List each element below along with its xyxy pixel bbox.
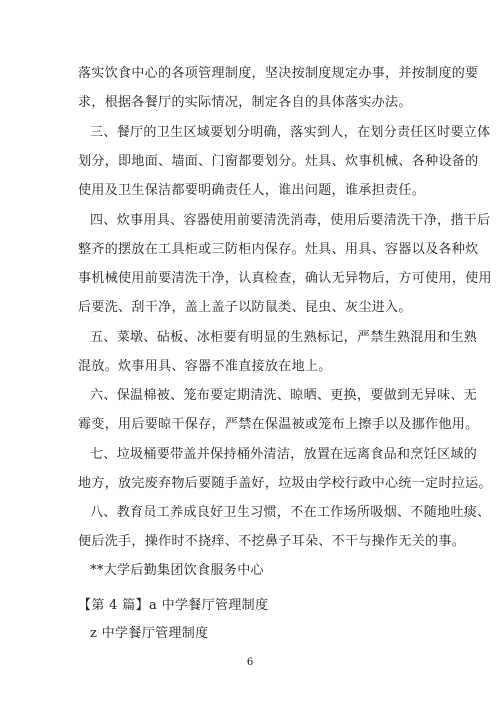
text-line: 八、教育员工养成良好卫生习惯，不在工作场所吸烟、不随地吐痰、 [90,505,491,520]
text-line: 划分，即地面、墙面、门窗都要划分。灶具、炊事机械、各种设备的 [78,154,479,169]
text-line: 混放。炊事用具、容器不准直接放在地上。 [78,359,332,374]
text-line: 地方，放完废弃物后要随手盖好，垃圾由学校行政中心统一定时拉运。 [78,476,492,491]
signature-line: **大学后勤集团饮食服务中心 [90,563,264,578]
text-line: 四、炊事用具、容器使用前要清洗消毒，使用后要清洗干净，揩干后 [90,213,491,228]
text-line: 求，根据各餐厅的实际情况，制定各自的具体落实办法。 [78,95,412,110]
text-line: 事机械使用前要清洗干净，认真检查，确认无异物后，方可使用，使用 [78,271,492,286]
text-line: 落实饮食中心的各项管理制度，坚决按制度规定办事，并按制度的要 [78,66,479,81]
section-title: z 中学餐厅管理制度 [90,626,209,641]
text-line: 后要洗、刮干净，盖上盖子以防鼠类、昆虫、灰尘进入。 [78,300,412,315]
text-line: 使用及卫生保洁都要明确责任人，谁出问题，谁承担责任。 [78,183,426,198]
text-line: 整齐的摆放在工具柜或三防柜内保存。灶具、用具、容器以及各种炊 [78,242,479,257]
page-number: 6 [246,657,254,668]
text-line: 六、保温棉被、笼布要定期清洗、晾晒、更换，要做到无异味、无 [90,388,478,403]
text-line: 三、餐厅的卫生区域要划分明确，落实到人，在划分责任区时要立体 [90,125,491,140]
section-heading: 【第 4 篇】a 中学餐厅管理制度 [78,598,269,613]
text-line: 五、菜墩、砧板、冰柜要有明显的生熟标记，严禁生熟混用和生熟 [90,330,478,345]
text-line: 便后洗手，操作时不挠痒、不挖鼻子耳朵、不干与操作无关的事。 [78,534,466,549]
text-line: 霉变，用后要晾干保存，严禁在保温被或笼布上擦手以及挪作他用。 [78,417,479,432]
text-line: 七、垃圾桶要带盖并保持桶外清洁，放置在远离食品和烹饪区域的 [90,447,478,462]
